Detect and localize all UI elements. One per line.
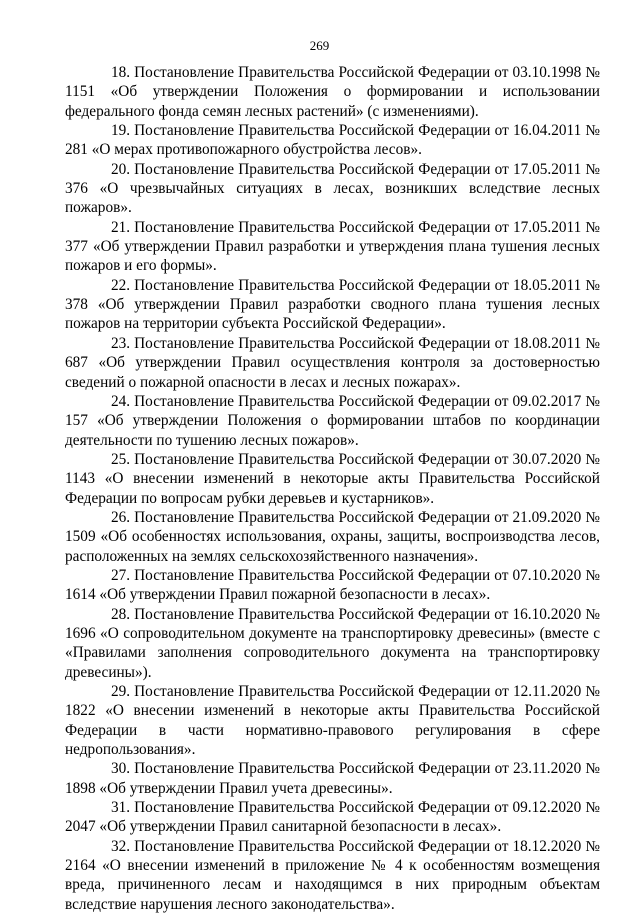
list-item bbox=[65, 759, 600, 798]
item-number: 25. bbox=[111, 450, 131, 468]
list-item bbox=[65, 798, 600, 837]
item-text: Постановление Правительства Российской Федерации от 30.07.2020 № 1143 «О внесении изменений в некоторые акты Правительства Российской Федерации по вопросам рубки деревьев и кустарников». bbox=[65, 450, 600, 507]
item-text: Постановление Правительства Российской Федерации от 09.02.2017 № 157 «Об утверждении Положения о формировании штабов по координации деятельности по тушению лесных пожаров». bbox=[65, 392, 600, 449]
list-item bbox=[65, 276, 600, 334]
reference-list bbox=[65, 63, 600, 914]
item-text: Постановление Правительства Российской Федерации от 07.10.2020 № 1614 «Об утверждении Правил пожарной безопасности в лесах». bbox=[65, 566, 600, 604]
list-item bbox=[65, 508, 600, 566]
item-text: Постановление Правительства Российской Федерации от 17.05.2011 № 377 «Об утверждении Правил разработки и утверждения плана тушения лесных пожаров и его формы». bbox=[65, 218, 600, 275]
item-number: 26. bbox=[111, 508, 131, 526]
list-item bbox=[65, 450, 600, 508]
list-item bbox=[65, 218, 600, 276]
list-item bbox=[65, 334, 600, 392]
item-text: Постановление Правительства Российской Федерации от 09.12.2020 № 2047 «Об утверждении Правил санитарной безопасности в лесах». bbox=[65, 799, 600, 836]
item-text: Постановление Правительства Российской Федерации от 17.05.2011 № 376 «О чрезвычайных ситуациях в лесах, возникших вследствие лесных пожаров». bbox=[65, 160, 600, 217]
item-number: 28. bbox=[111, 605, 131, 623]
item-number: 22. bbox=[111, 276, 131, 294]
list-item bbox=[65, 605, 600, 682]
item-number: 32. bbox=[111, 837, 131, 855]
item-number: 31. bbox=[111, 799, 131, 817]
list-item bbox=[65, 160, 600, 218]
item-text: Постановление Правительства Российской Федерации от 18.12.2020 № 2164 «О внесении изменений в приложение № 4 к особенностям возмещения вреда, причиненного лесам и находящимся в них природным объектам вследствие нарушения лесного законодательства». bbox=[65, 837, 600, 913]
page-number: 269 bbox=[309, 38, 330, 53]
item-number: 30. bbox=[111, 760, 131, 778]
item-text: Постановление Правительства Российской Федерации от 21.09.2020 № 1509 «Об особенностях использования, охраны, защиты, воспроизводства лесов, расположенных на землях сельскохозяйственного назначения». bbox=[65, 508, 600, 565]
item-number: 19. bbox=[111, 122, 131, 140]
list-item bbox=[65, 837, 600, 914]
item-text: Постановление Правительства Российской Федерации от 18.08.2011 № 687 «Об утверждении Правил осуществления контроля за достоверностью сведений о пожарной опасности в лесах и лесных пожарах». bbox=[65, 334, 600, 391]
list-item bbox=[65, 63, 600, 121]
item-text: Постановление Правительства Российской Федерации от 23.11.2020 № 1898 «Об утверждении Правил учета древесины». bbox=[65, 760, 600, 797]
item-text: Постановление Правительства Российской Федерации от 18.05.2011 № 378 «Об утверждении Правил разработки сводного плана тушения лесных пожаров на территории субъекта Российской Федерации». bbox=[65, 276, 600, 333]
item-number: 21. bbox=[111, 218, 131, 236]
item-text: Постановление Правительства Российской Федерации от 16.10.2020 № 1696 «О сопроводительном документе на транспортировку древесины» (вместе с «Правилами заполнения сопроводительного документа на транспортировку древесины»). bbox=[65, 605, 600, 681]
item-text: Постановление Правительства Российской Федерации от 16.04.2011 № 281 «О мерах противопожарного обустройства лесов». bbox=[65, 122, 600, 159]
item-number: 29. bbox=[111, 683, 131, 700]
list-item bbox=[65, 682, 600, 759]
item-number: 27. bbox=[111, 566, 131, 584]
item-number: 18. bbox=[111, 64, 131, 81]
item-number: 23. bbox=[111, 334, 131, 352]
item-number: 24. bbox=[111, 392, 131, 410]
item-number: 20. bbox=[111, 160, 131, 178]
list-item bbox=[65, 121, 600, 160]
item-text: Постановление Правительства Российской Федерации от 03.10.1998 № 1151 «Об утверждении Положения о формировании и использовании федерального фонда семян лесных растений» (с изменениями). bbox=[65, 64, 600, 120]
list-item bbox=[65, 566, 600, 605]
list-item bbox=[65, 392, 600, 450]
item-text: Постановление Правительства Российской Федерации от 12.11.2020 № 1822 «О внесении изменений в некоторые акты Правительства Российской Федерации в части нормативно-правового регулирования в сфере недропользования». bbox=[65, 683, 600, 759]
